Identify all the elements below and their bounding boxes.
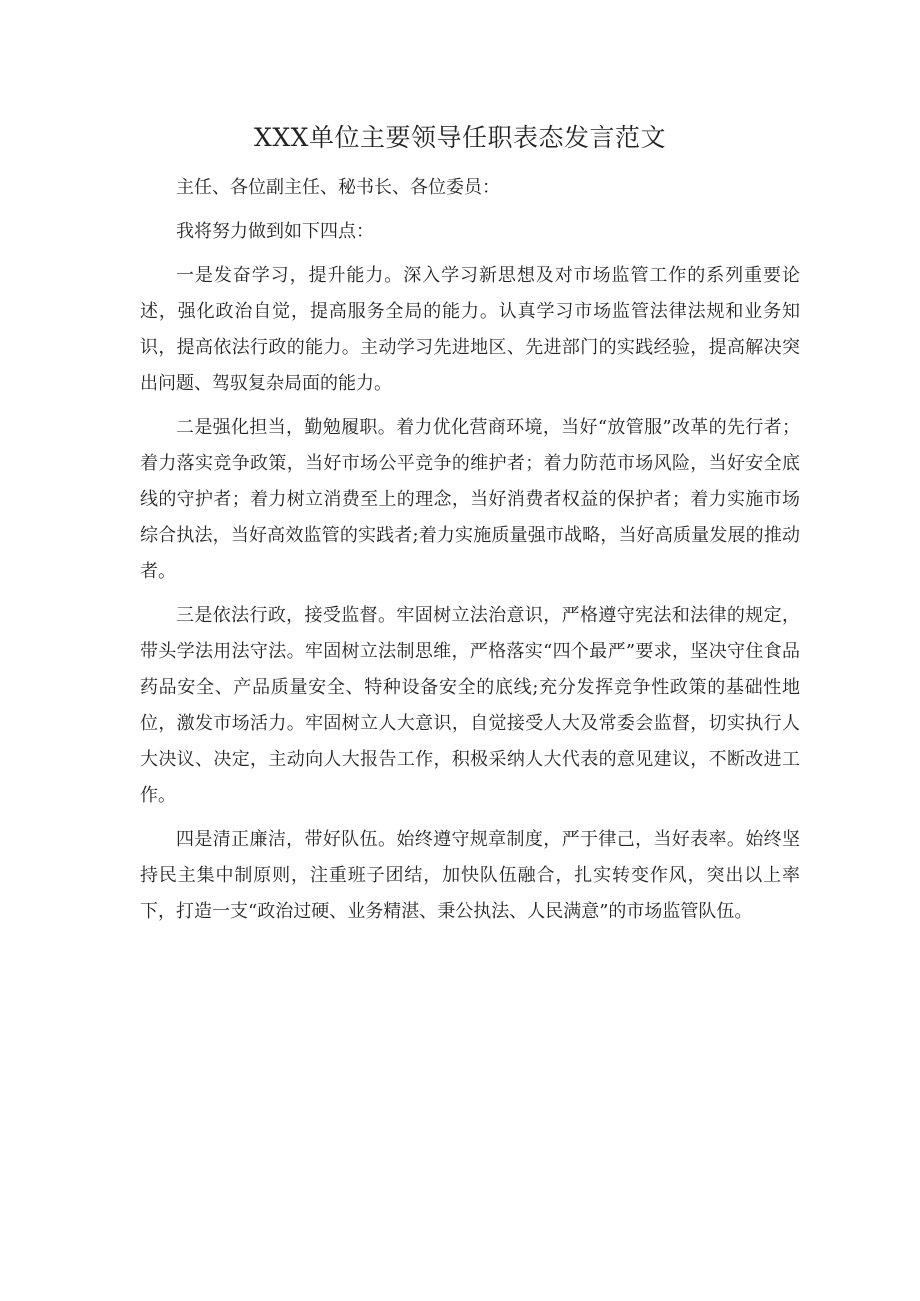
paragraph-1: 一是发奋学习，提升能力。深入学习新思想及对市场监管工作的系列重要论述，强化政治自觉，提高服务全局的能力。认真学习市场监管法律法规和业务知识，提高依法行政的能力。主动学习先进地区、先进部门的实践经验，提高解决突出问题、驾驭复杂局面的能力。 (140, 265, 800, 394)
paragraph-3: 三是依法行政，接受监督。牢固树立法治意识，严格遵守宪法和法律的规定，带头学法用法守法。牢固树立法制思维，严格落实“四个最严”要求，坚决守住食品药品安全、产品质量安全、特种设备安全的底线;充分发挥竞争性政策的基础性地位，激发市场活力。牢固树立人大意识，自觉接受人大及常委会监督，切实执行人大决议、决定，主动向人大报告工作，积极采纳人大代表的意见建议，不断改进工作。 (140, 605, 800, 806)
paragraph-4: 四是清正廉洁，带好队伍。始终遵守规章制度，严于律己，当好表率。始终坚持民主集中制原则，注重班子团结，加快队伍融合，扎实转变作风，突出以上率下，打造一支“政治过硬、业务精湛、秉公执法、人民满意”的市场监管队伍。 (140, 829, 800, 922)
document-title: XXX单位主要领导任职表态发言范文 (254, 123, 666, 152)
document-body (140, 170, 800, 938)
salutation: 主任、各位副主任、秘书长、各位委员： (176, 177, 500, 198)
paragraph-2: 二是强化担当，勤勉履职。着力优化营商环境，当好“放管服”改革的先行者；着力落实竞争政策，当好市场公平竞争的维护者；着力防范市场风险，当好安全底线的守护者；着力树立消费至上的理念，当好消费者权益的保护者；着力实施市场综合执法，当好高效监管的实践者;着力实施质量强市战略，当好高质量发展的推动者。 (140, 417, 800, 582)
intro-line: 我将努力做到如下四点： (176, 221, 374, 242)
